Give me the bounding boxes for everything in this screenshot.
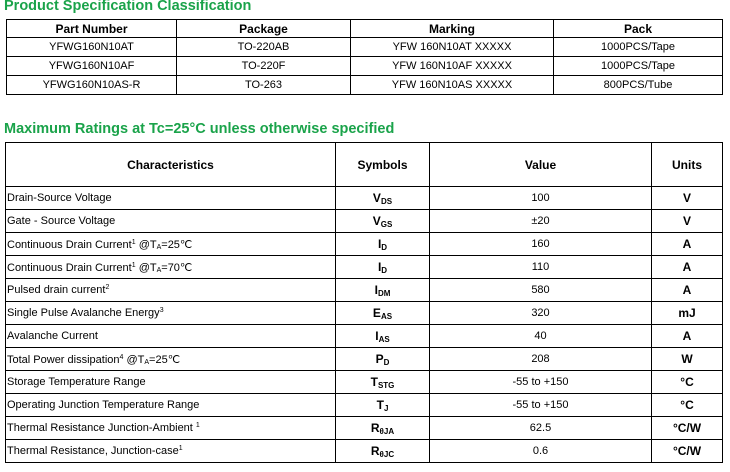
characteristic-name: Operating Junction Temperature Range bbox=[7, 399, 200, 411]
table-row bbox=[6, 348, 723, 371]
characteristic-name: Gate - Source Voltage bbox=[7, 215, 116, 227]
symbol-main: I bbox=[377, 260, 382, 274]
table-row bbox=[6, 279, 723, 302]
characteristic-name: Total Power dissipation bbox=[7, 353, 120, 366]
characteristic-name: Continuous Drain Current bbox=[7, 261, 132, 274]
unit: °C bbox=[652, 371, 723, 394]
marking: YFW 160N10AF XXXXX bbox=[351, 57, 554, 76]
ratings-section-title: Maximum Ratings at Tc=25°C unless otherwise specified bbox=[4, 121, 395, 137]
characteristic bbox=[6, 371, 336, 394]
value: 62.5 bbox=[430, 417, 652, 440]
table-row bbox=[6, 325, 723, 348]
condition-subscript: A bbox=[156, 266, 162, 274]
footnote-ref: 1 bbox=[178, 445, 183, 452]
header-value: Value bbox=[430, 143, 652, 187]
condition-suffix: =25℃ bbox=[161, 238, 193, 251]
value: 40 bbox=[430, 325, 652, 348]
table-row bbox=[6, 371, 723, 394]
value: 580 bbox=[430, 279, 652, 302]
unit: A bbox=[652, 256, 723, 279]
condition-subscript: A bbox=[156, 243, 162, 251]
characteristic bbox=[6, 210, 336, 233]
symbol-subscript: AS bbox=[380, 312, 393, 321]
unit: A bbox=[652, 279, 723, 302]
symbol-subscript: θJC bbox=[379, 450, 395, 459]
table-row bbox=[7, 38, 723, 57]
unit: °C/W bbox=[652, 440, 723, 463]
table-row bbox=[6, 233, 723, 256]
ratings-header-row bbox=[6, 143, 723, 187]
unit: A bbox=[652, 233, 723, 256]
characteristic bbox=[6, 233, 336, 256]
value: 100 bbox=[430, 187, 652, 210]
footnote-ref: 4 bbox=[119, 353, 124, 361]
characteristic-name: Pulsed drain current bbox=[7, 284, 106, 296]
characteristic bbox=[6, 417, 336, 440]
package: TO-263 bbox=[177, 76, 351, 95]
symbol bbox=[336, 256, 430, 279]
symbol-subscript: θJA bbox=[379, 427, 395, 436]
symbol-main: P bbox=[375, 352, 384, 366]
table-row bbox=[6, 256, 723, 279]
package: TO-220AB bbox=[177, 38, 351, 57]
condition-suffix: =70℃ bbox=[161, 261, 193, 274]
symbol-subscript: STG bbox=[377, 381, 395, 390]
symbol-subscript: D bbox=[381, 243, 388, 252]
symbol-subscript: GS bbox=[380, 220, 393, 229]
symbol-main: T bbox=[376, 398, 384, 412]
condition-prefix: @T bbox=[135, 238, 157, 251]
unit: A bbox=[652, 325, 723, 348]
symbol-main: V bbox=[372, 191, 381, 205]
spec-section-title: Product Specification Classification bbox=[4, 0, 252, 14]
symbol bbox=[336, 233, 430, 256]
table-row bbox=[7, 76, 723, 95]
footnote-ref: 1 bbox=[131, 261, 136, 269]
symbol bbox=[336, 210, 430, 233]
symbol-main: E bbox=[372, 306, 381, 320]
unit: V bbox=[652, 187, 723, 210]
symbol bbox=[336, 417, 430, 440]
spec-table bbox=[6, 19, 723, 95]
symbol-main: R bbox=[370, 444, 380, 458]
symbol-subscript: D bbox=[383, 358, 390, 367]
symbol bbox=[336, 440, 430, 463]
value: ±20 bbox=[430, 210, 652, 233]
symbol bbox=[336, 279, 430, 302]
condition-prefix: @T bbox=[135, 261, 157, 274]
characteristic bbox=[6, 325, 336, 348]
value: 160 bbox=[430, 233, 652, 256]
characteristic bbox=[6, 348, 336, 371]
header-marking: Marking bbox=[351, 20, 554, 38]
header-part-number: Part Number bbox=[7, 20, 177, 38]
symbol-main: R bbox=[370, 421, 380, 435]
characteristic bbox=[6, 256, 336, 279]
ratings-table bbox=[5, 142, 723, 463]
characteristic bbox=[6, 394, 336, 417]
unit: °C/W bbox=[652, 417, 723, 440]
table-row bbox=[7, 57, 723, 76]
characteristic bbox=[6, 302, 336, 325]
symbol bbox=[336, 394, 430, 417]
header-symbols: Symbols bbox=[336, 143, 430, 187]
footnote-ref: 1 bbox=[131, 238, 136, 246]
footnote-ref: 2 bbox=[105, 284, 110, 291]
characteristic-name: Drain-Source Voltage bbox=[7, 192, 112, 204]
condition bbox=[123, 354, 180, 366]
symbol bbox=[336, 348, 430, 371]
table-row bbox=[6, 394, 723, 417]
characteristic-name: Thermal Resistance Junction-Ambient bbox=[7, 422, 196, 434]
symbol-main: I bbox=[375, 329, 379, 343]
characteristic-name: Thermal Resistance, Junction-case bbox=[7, 445, 179, 457]
characteristic-name: Single Pulse Avalanche Energy bbox=[7, 307, 160, 319]
symbol bbox=[336, 371, 430, 394]
value: 208 bbox=[430, 348, 652, 371]
symbol-main: V bbox=[372, 214, 381, 228]
value: -55 to +150 bbox=[430, 371, 652, 394]
characteristic-name: Continuous Drain Current bbox=[7, 238, 132, 251]
value: -55 to +150 bbox=[430, 394, 652, 417]
characteristic-name: Storage Temperature Range bbox=[7, 376, 146, 388]
characteristic-name: Avalanche Current bbox=[7, 330, 98, 342]
unit: W bbox=[652, 348, 723, 371]
header-units: Units bbox=[652, 143, 723, 187]
header-characteristics: Characteristics bbox=[6, 143, 336, 187]
symbol-main: I bbox=[377, 237, 382, 251]
value: 0.6 bbox=[430, 440, 652, 463]
table-row bbox=[6, 417, 723, 440]
symbol-subscript: D bbox=[381, 266, 388, 275]
value: 110 bbox=[430, 256, 652, 279]
symbol bbox=[336, 325, 430, 348]
pack: 1000PCS/Tape bbox=[554, 57, 723, 76]
condition-subscript: A bbox=[144, 358, 150, 366]
condition-prefix: @T bbox=[123, 353, 145, 366]
characteristic bbox=[6, 187, 336, 210]
package: TO-220F bbox=[177, 57, 351, 76]
unit: V bbox=[652, 210, 723, 233]
footnote-ref: 1 bbox=[195, 422, 200, 429]
table-row bbox=[6, 440, 723, 463]
part-number: YFWG160N10AT bbox=[7, 38, 177, 57]
characteristic bbox=[6, 440, 336, 463]
condition bbox=[136, 239, 193, 251]
symbol-subscript: J bbox=[383, 404, 389, 413]
spec-header-row bbox=[7, 20, 723, 38]
unit: mJ bbox=[652, 302, 723, 325]
part-number: YFWG160N10AF bbox=[7, 57, 177, 76]
marking: YFW 160N10AS XXXXX bbox=[351, 76, 554, 95]
part-number: YFWG160N10AS-R bbox=[7, 76, 177, 95]
table-row bbox=[6, 187, 723, 210]
symbol bbox=[336, 187, 430, 210]
symbol-main: I bbox=[374, 283, 378, 297]
marking: YFW 160N10AT XXXXX bbox=[351, 38, 554, 57]
symbol bbox=[336, 302, 430, 325]
symbol-subscript: AS bbox=[378, 335, 390, 344]
header-pack: Pack bbox=[554, 20, 723, 38]
footnote-ref: 3 bbox=[159, 307, 164, 314]
table-row bbox=[6, 210, 723, 233]
condition-suffix: =25℃ bbox=[149, 353, 181, 366]
table-row bbox=[6, 302, 723, 325]
ratings-body bbox=[6, 187, 723, 463]
symbol-subscript: DS bbox=[380, 197, 393, 206]
characteristic bbox=[6, 279, 336, 302]
symbol-main: T bbox=[370, 375, 378, 389]
condition bbox=[136, 262, 193, 274]
symbol-subscript: DM bbox=[377, 289, 391, 298]
unit: °C bbox=[652, 394, 723, 417]
header-package: Package bbox=[177, 20, 351, 38]
pack: 800PCS/Tube bbox=[554, 76, 723, 95]
value: 320 bbox=[430, 302, 652, 325]
pack: 1000PCS/Tape bbox=[554, 38, 723, 57]
